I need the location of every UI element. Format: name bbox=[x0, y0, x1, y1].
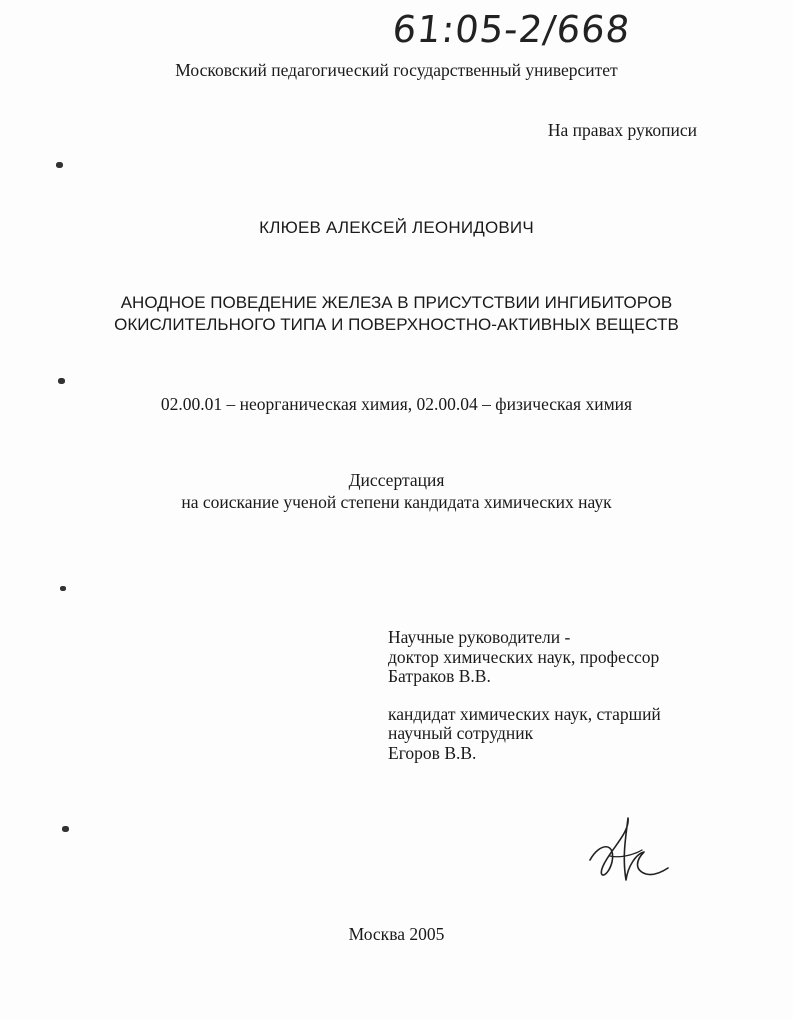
scan-speck bbox=[58, 378, 65, 384]
supervisors-heading: Научные руководители - bbox=[388, 627, 571, 647]
degree-statement: на соискание ученой степени кандидата химических наук bbox=[181, 492, 612, 512]
scan-speck bbox=[62, 826, 69, 832]
scan-speck bbox=[60, 586, 66, 591]
university-name: Московский педагогический государственный университет bbox=[175, 60, 618, 80]
supervisors-block bbox=[388, 628, 661, 763]
scan-speck bbox=[56, 162, 63, 168]
archive-code-handwritten: 61:05-2/668 bbox=[390, 8, 633, 51]
supervisor-2-title-line-2: научный сотрудник bbox=[388, 723, 534, 743]
signature-icon bbox=[582, 812, 672, 892]
dissertation-title bbox=[0, 292, 793, 336]
city-year: Москва 2005 bbox=[348, 924, 445, 944]
spacer bbox=[388, 687, 661, 705]
rights-note: На правах рукописи bbox=[547, 120, 697, 140]
supervisor-1-name: Батраков В.В. bbox=[388, 666, 491, 686]
specialty-codes: 02.00.01 – неорганическая химия, 02.00.04 – физическая химия bbox=[160, 394, 633, 414]
supervisor-1-title: доктор химических наук, профессор bbox=[388, 646, 660, 667]
title-line-2: ОКИСЛИТЕЛЬНОГО ТИПА И ПОВЕРХНОСТНО-АКТИВНЫХ ВЕЩЕСТВ bbox=[114, 315, 679, 334]
dissertation-label: Диссертация bbox=[348, 470, 445, 490]
dissertation-type bbox=[0, 469, 793, 513]
title-line-1: АНОДНОЕ ПОВЕДЕНИЕ ЖЕЛЕЗА В ПРИСУТСТВИИ ИНГИБИТОРОВ bbox=[120, 293, 673, 312]
supervisor-2-title-line-1: кандидат химических наук, старший bbox=[388, 703, 661, 724]
supervisor-2-name: Егоров В.В. bbox=[388, 742, 477, 763]
author-name: КЛЮЕВ АЛЕКСЕЙ ЛЕОНИДОВИЧ bbox=[259, 218, 534, 237]
